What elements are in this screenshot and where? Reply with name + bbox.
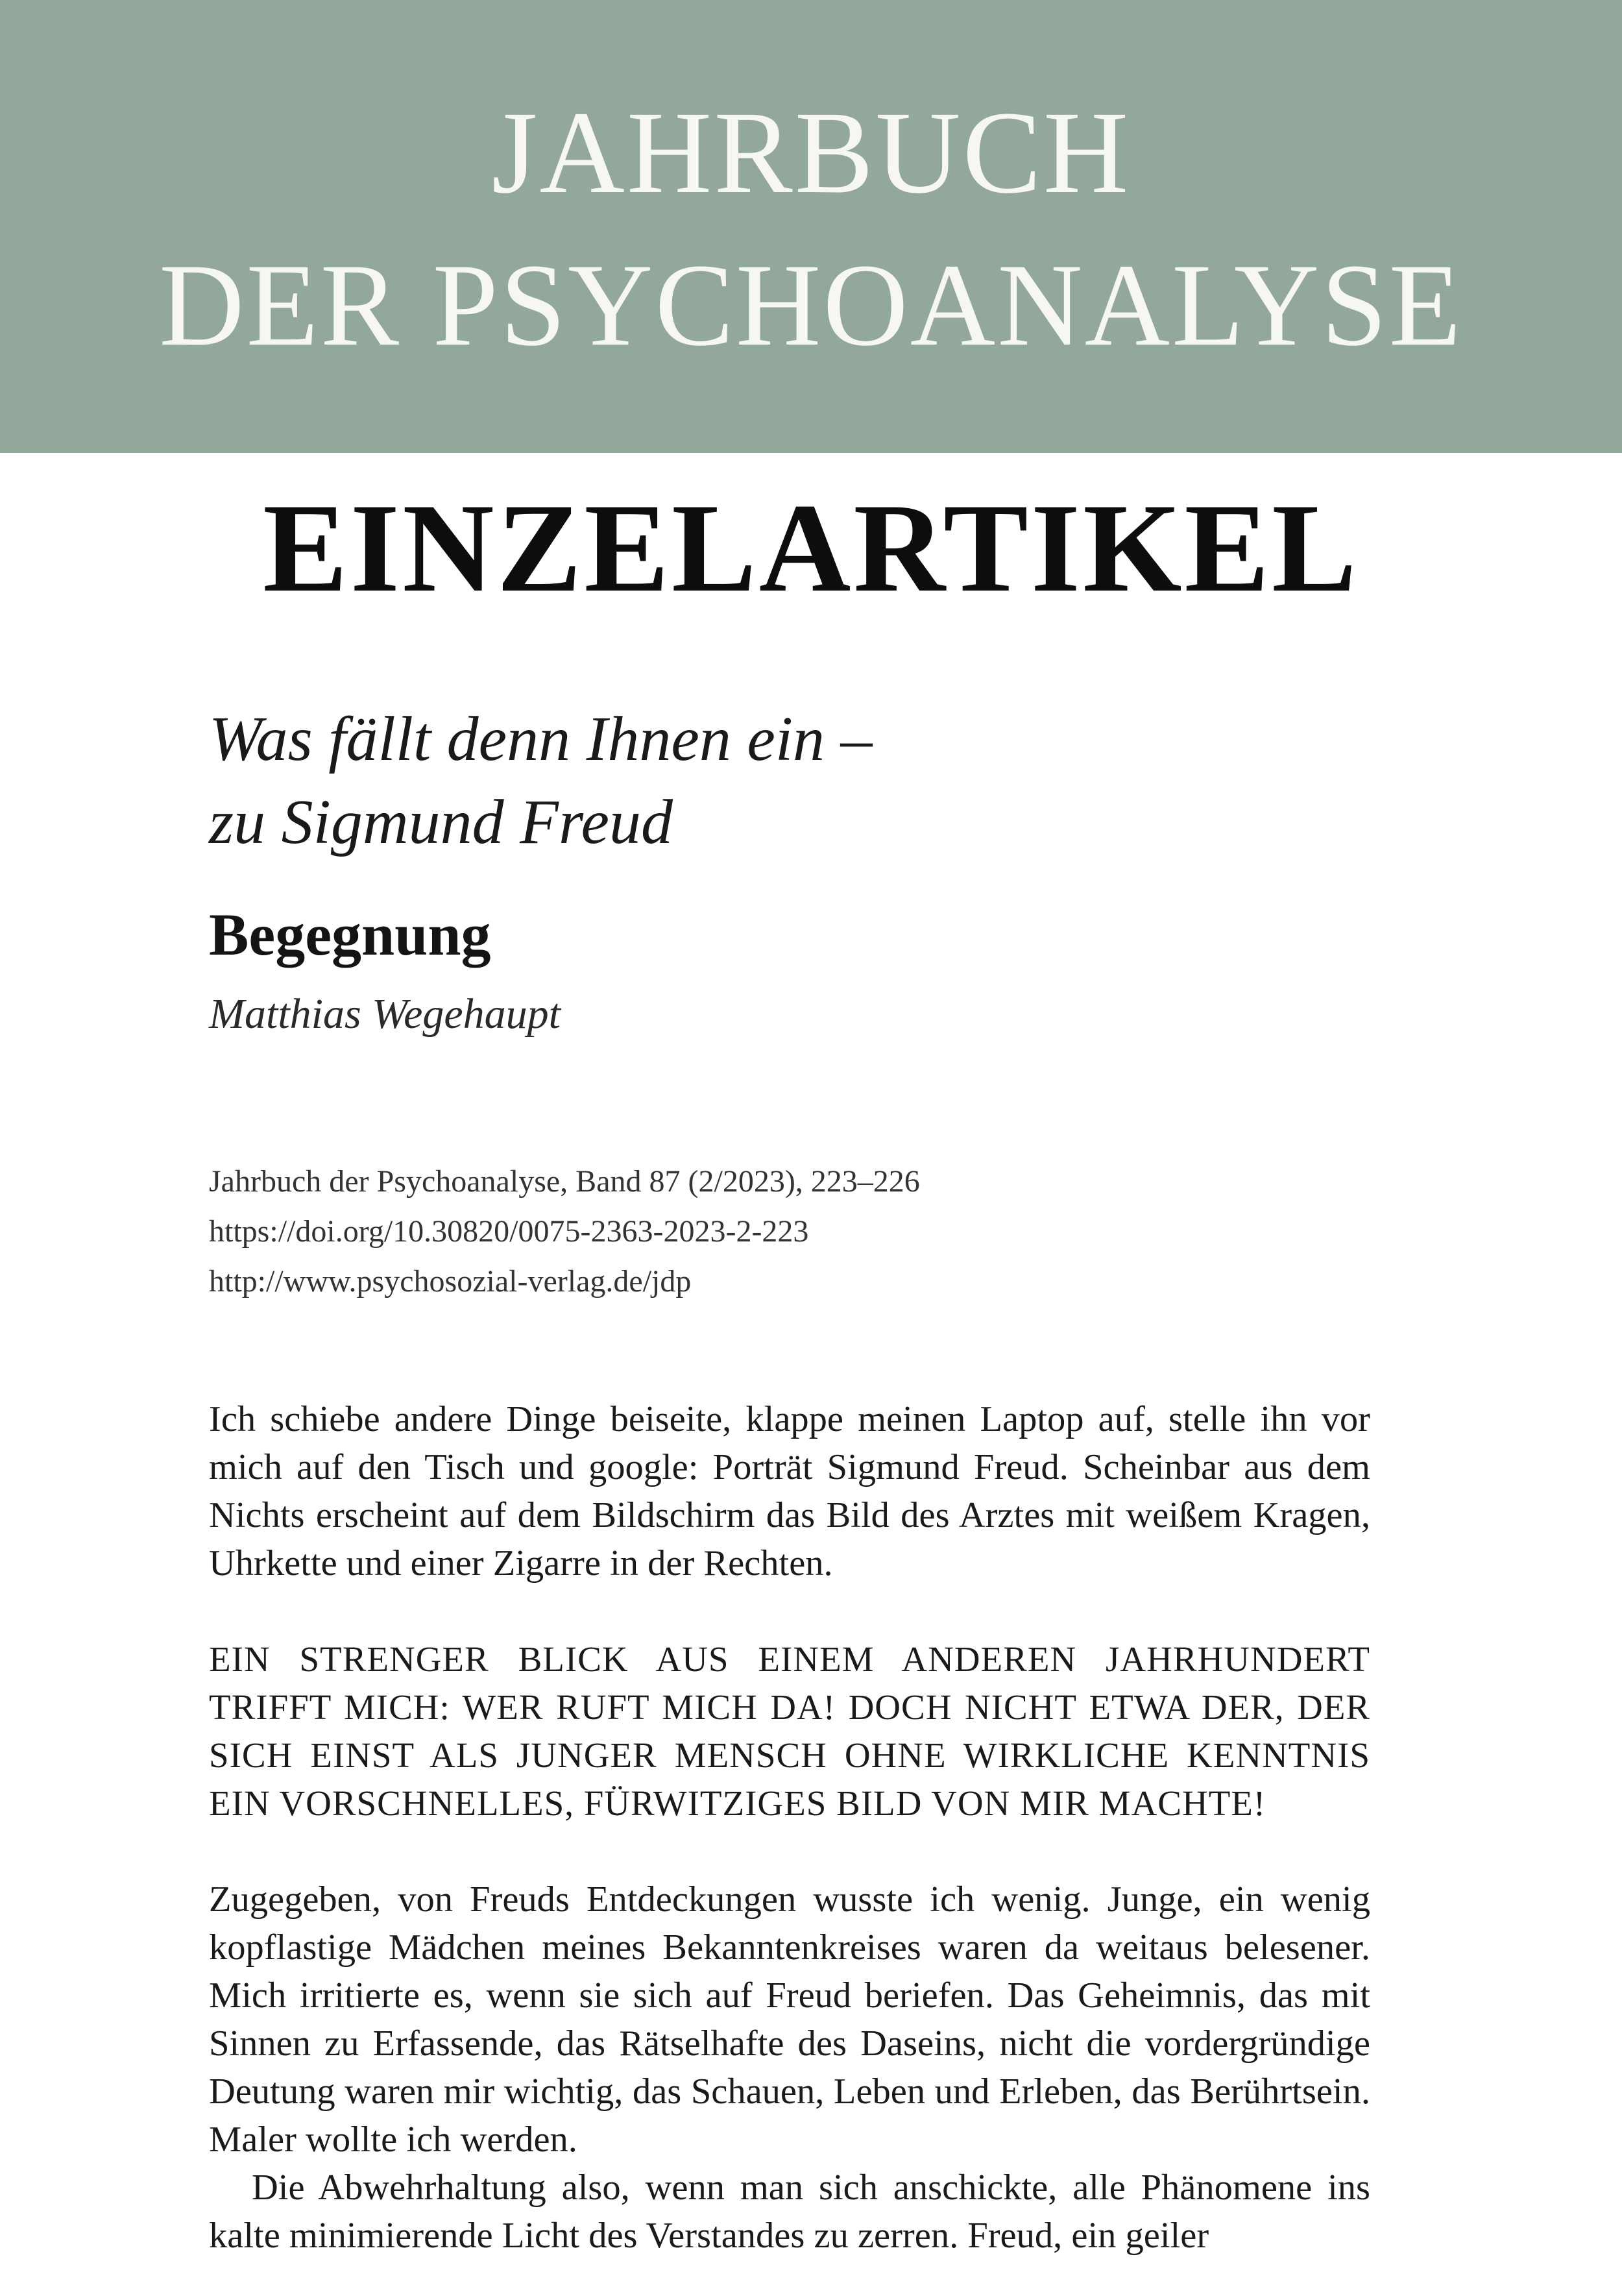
body-paragraph-3: Zugegeben, von Freuds Entdeckungen wusste ich wenig. Junge, ein wenig kopflastige Mädchen meines Bekanntenkreises waren da weitaus belesener. Mich irritierte es, wenn sie sich auf Freud beriefen. Das Geheimnis, das mit Sinnen zu Erfassende, das Rätselhafte des Daseins, nicht die vordergründige Deutung waren mir wichtig, das Schauen, Leben und Erleben, das Berührtsein. Maler wollte ich werden. — [209, 1879, 1370, 2160]
publisher-url[interactable]: http://www.psychosozial-verlag.de/jdp — [209, 1264, 692, 1299]
journal-title-line-2: DER PSYCHOANALYSE — [159, 240, 1463, 371]
publication-metadata — [209, 1156, 1370, 1306]
doi-link[interactable]: https://doi.org/10.30820/0075-2363-2023-2-223 — [209, 1214, 809, 1249]
series-title-line-2: zu Sigmund Freud — [209, 787, 673, 857]
document-type-label: EINZELARTIKEL — [263, 478, 1359, 618]
author-name: Matthias Wegehaupt — [209, 990, 561, 1038]
journal-title-line-1: JAHRBUCH — [491, 88, 1131, 218]
body-paragraph-2-quote: EIN STRENGER BLICK AUS EINEM ANDEREN JAHRHUNDERT TRIFFT MICH: WER RUFT MICH DA! DOCH NICHT ETWA DER, DER SICH EINST ALS JUNGER MENSCH OHNE WIRKLICHE KENNTNIS EIN VORSCHNELLES, FÜRWITZIGES BILD VON MIR MACHTE! — [209, 1639, 1370, 1823]
journal-banner — [0, 0, 1622, 453]
body-paragraph-1: Ich schiebe andere Dinge beiseite, klappe meinen Laptop auf, stelle ihn vor mich auf den Tisch und google: Porträt Sigmund Freud. Scheinbar aus dem Nichts erscheint auf dem Bildschirm das Bild des Arztes mit weißem Kragen, Uhrkette und einer Zigarre in der Rechten. — [209, 1399, 1370, 1583]
article-title: Begegnung — [209, 901, 491, 968]
citation-line: Jahrbuch der Psychoanalyse, Band 87 (2/2023), 223–226 — [209, 1164, 920, 1199]
article-body — [209, 1395, 1370, 2260]
series-title — [209, 698, 1370, 864]
body-paragraph-4: Die Abwehrhaltung also, wenn man sich anschickte, alle Phänomene ins kalte minimierende Licht des Verstandes zu zerren. Freud, ein geiler — [209, 2168, 1370, 2256]
series-title-line-1: Was fällt denn Ihnen ein – — [209, 704, 873, 774]
